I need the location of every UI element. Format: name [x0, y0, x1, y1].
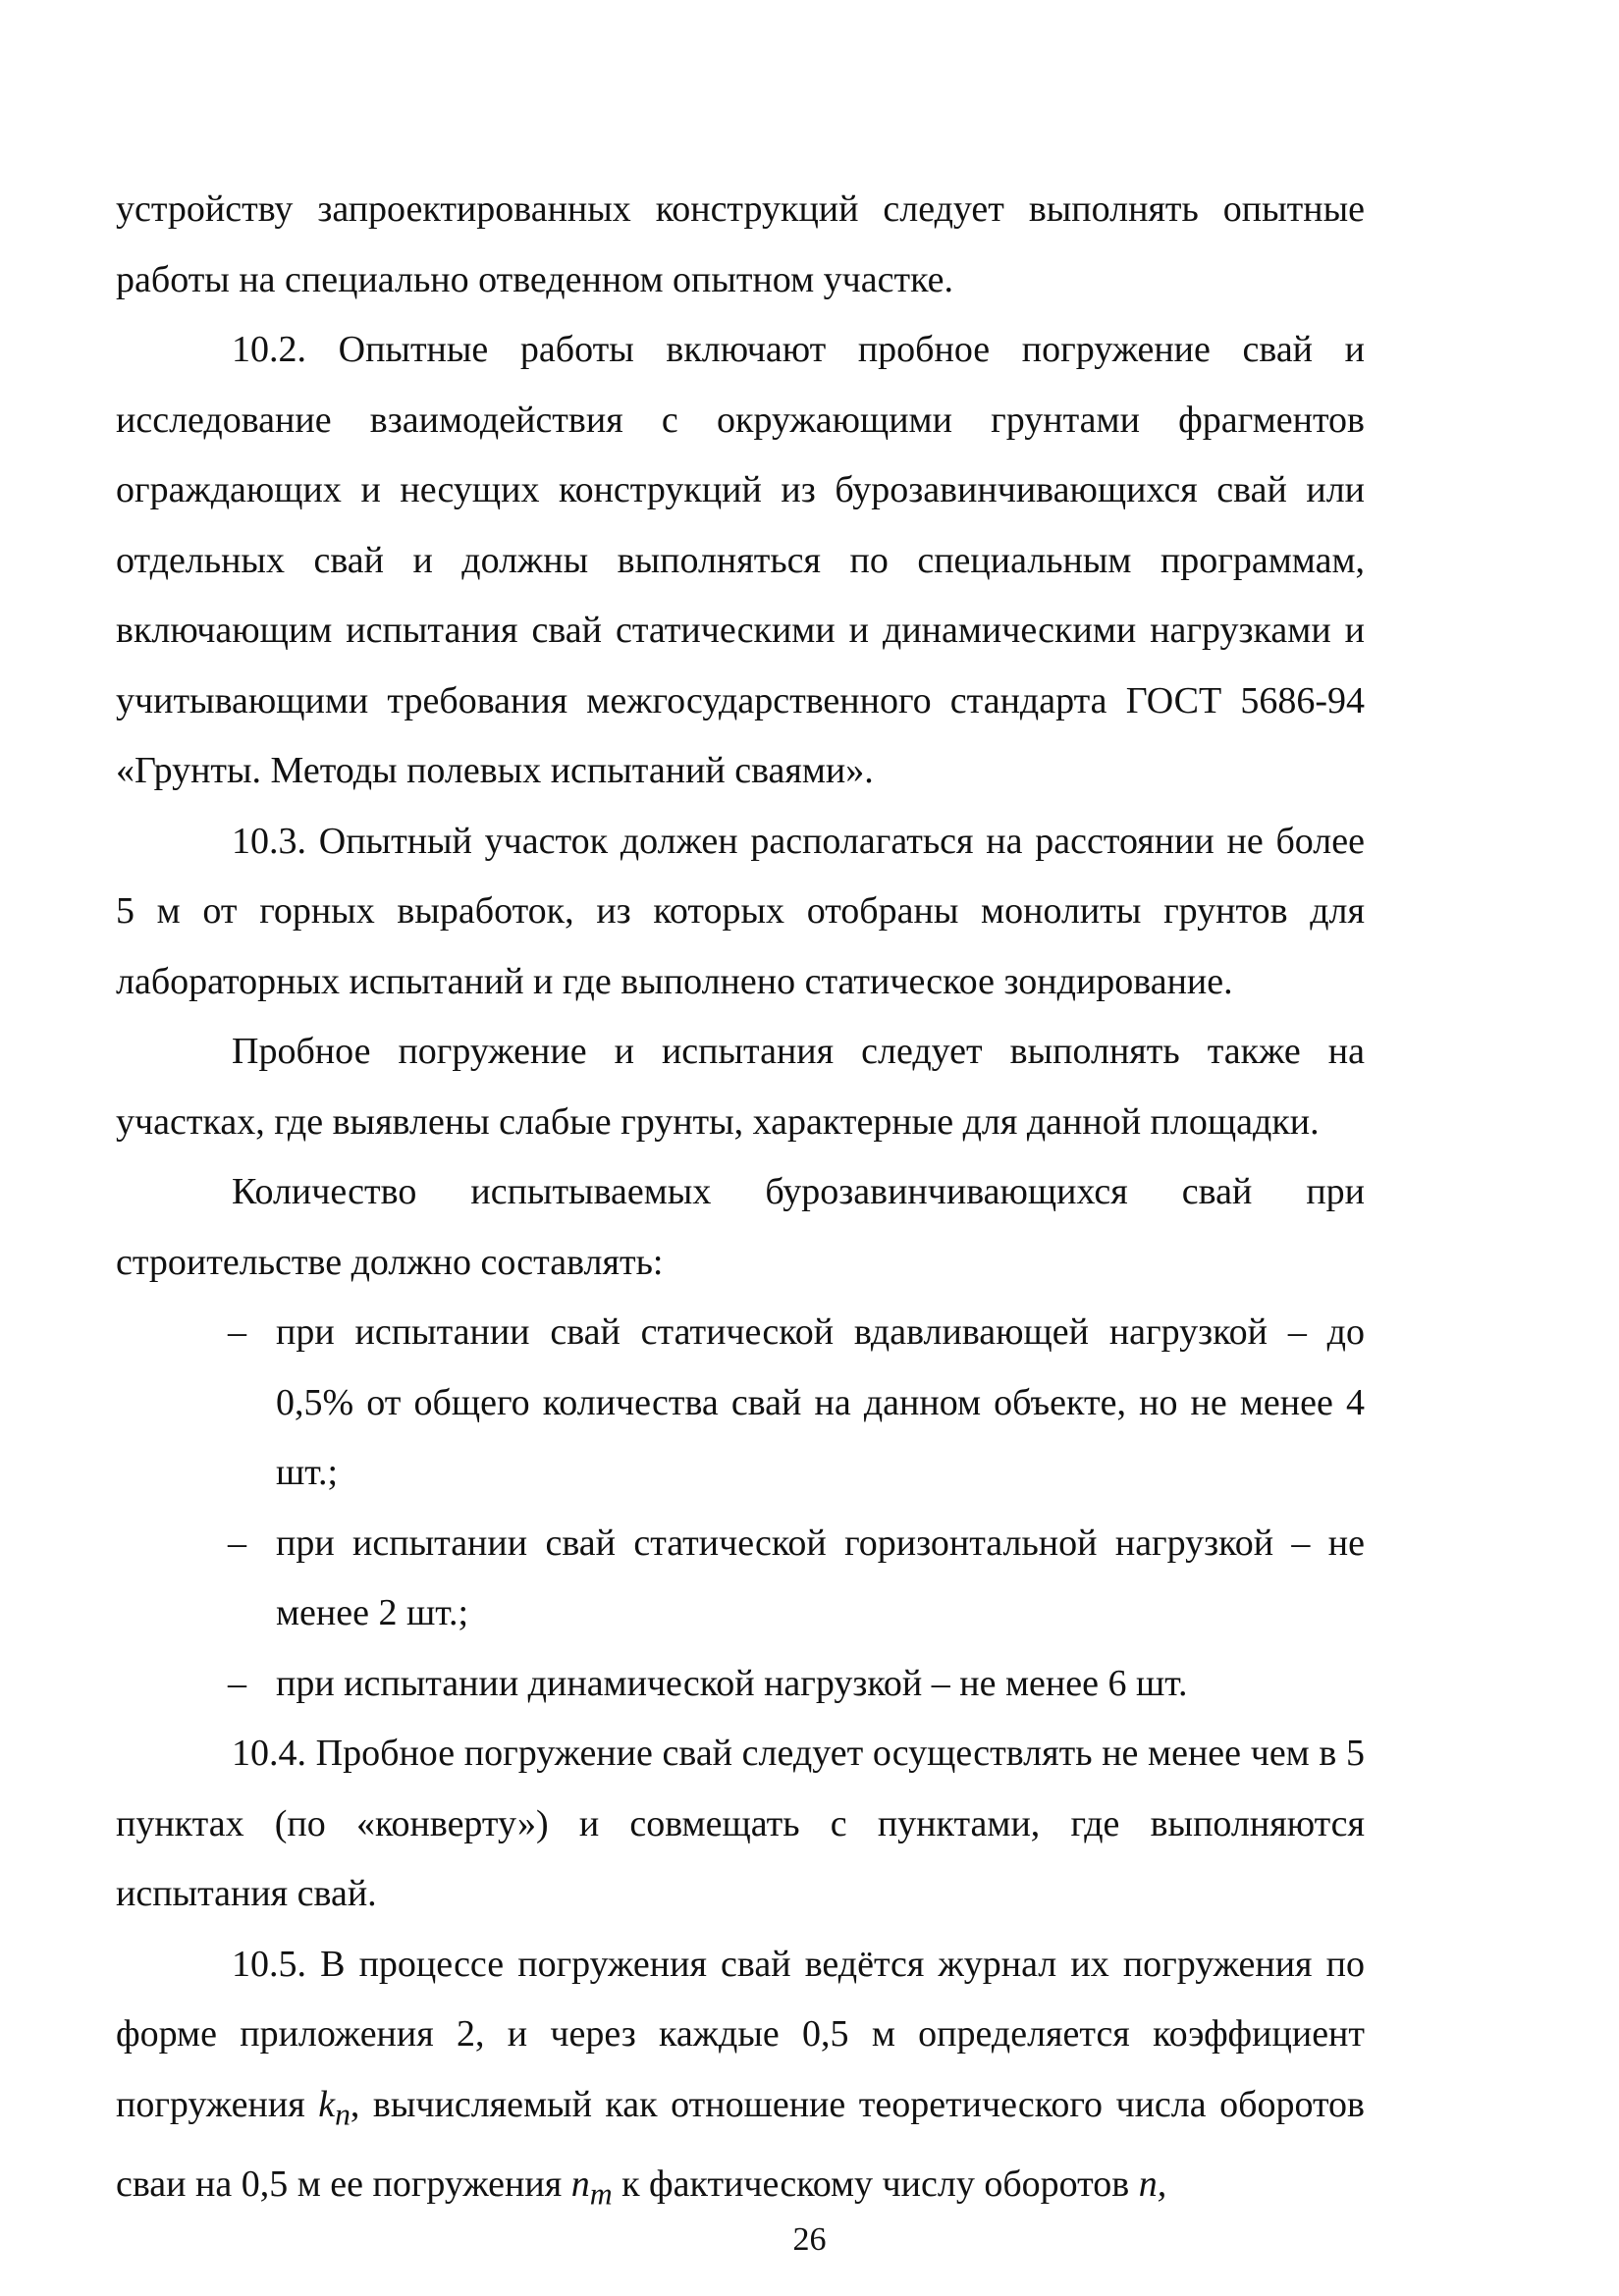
list-item-text: при испытании свай статической вдавливающей нагрузкой – до 0,5% от общего количества свай на данном объекте, но не менее 4 шт.; — [276, 1311, 1365, 1493]
paragraph-10-5-text-b: , вычисляемый как отношение теоретического числа оборотов сваи на 0,5 м ее погружения — [116, 2083, 1365, 2205]
theoretical-n-symbol: n — [570, 2163, 590, 2205]
paragraph-10-4: 10.4. Пробное погружение свай следует осуществлять не менее чем в 5 пунктах (по «конверту») и совмещать с пунктами, где выполняются испытания свай. — [116, 1733, 1365, 1914]
test-requirements-list — [116, 1298, 1365, 1719]
paragraph-10-5-text-c: к фактическому числу оборотов — [612, 2163, 1139, 2205]
coefficient-k-symbol: k — [318, 2083, 336, 2125]
list-item-text: при испытании свай статической горизонтальной нагрузкой – не менее 2 шт.; — [276, 1522, 1365, 1633]
list-item-text: при испытании динамической нагрузкой – не менее 6 шт. — [276, 1662, 1188, 1704]
list-item — [116, 1509, 1365, 1649]
list-dash: – — [228, 1311, 246, 1353]
list-dash: – — [228, 1662, 246, 1704]
paragraph-weak-soils: Пробное погружение и испытания следует выполнять также на участках, где выявлены слабые грунты, характерные для данной площадки. — [116, 1031, 1365, 1143]
theoretical-n-subscript: т — [589, 2176, 613, 2212]
actual-n-symbol: n, — [1138, 2163, 1167, 2205]
paragraph-10-2: 10.2. Опытные работы включают пробное погружение свай и исследование взаимодействия с окружающими грунтами фрагментов ограждающих и несущих конструкций из бурозавинчивающихся свай или отдельных свай и должны выполняться по специальным программам, включающим испытания свай статическими и динамическими нагрузками и учитывающими требования межгосударственного стандарта ГОСТ 5686-94 «Грунты. Методы полевых испытаний сваями». — [116, 329, 1365, 791]
paragraph-10-5 — [116, 1930, 1365, 2229]
coefficient-k-subscript: п — [335, 2097, 351, 2132]
list-item — [116, 1298, 1365, 1509]
list-item — [116, 1649, 1365, 1720]
paragraph-quantity: Количество испытываемых бурозавинчивающихся свай при строительстве должно составлять: — [116, 1171, 1365, 1283]
paragraph-10-5-text-a: 10.5. В процессе погружения свай ведётся журнал их погружения по форме приложения 2, и через каждые 0,5 м определяется коэффициент погружения — [116, 1943, 1365, 2125]
paragraph-continuation: устройству запроектированных конструкций следует выполнять опытные работы на специально отведенном опытном участке. — [116, 188, 1365, 300]
page-number: 26 — [792, 2221, 827, 2258]
paragraph-10-3: 10.3. Опытный участок должен располагаться на расстоянии не более 5 м от горных выработок, из которых отобраны монолиты грунтов для лабораторных испытаний и где выполнено статическое зондирование. — [116, 820, 1365, 1002]
list-dash: – — [228, 1522, 246, 1564]
page-body — [116, 175, 1365, 2229]
